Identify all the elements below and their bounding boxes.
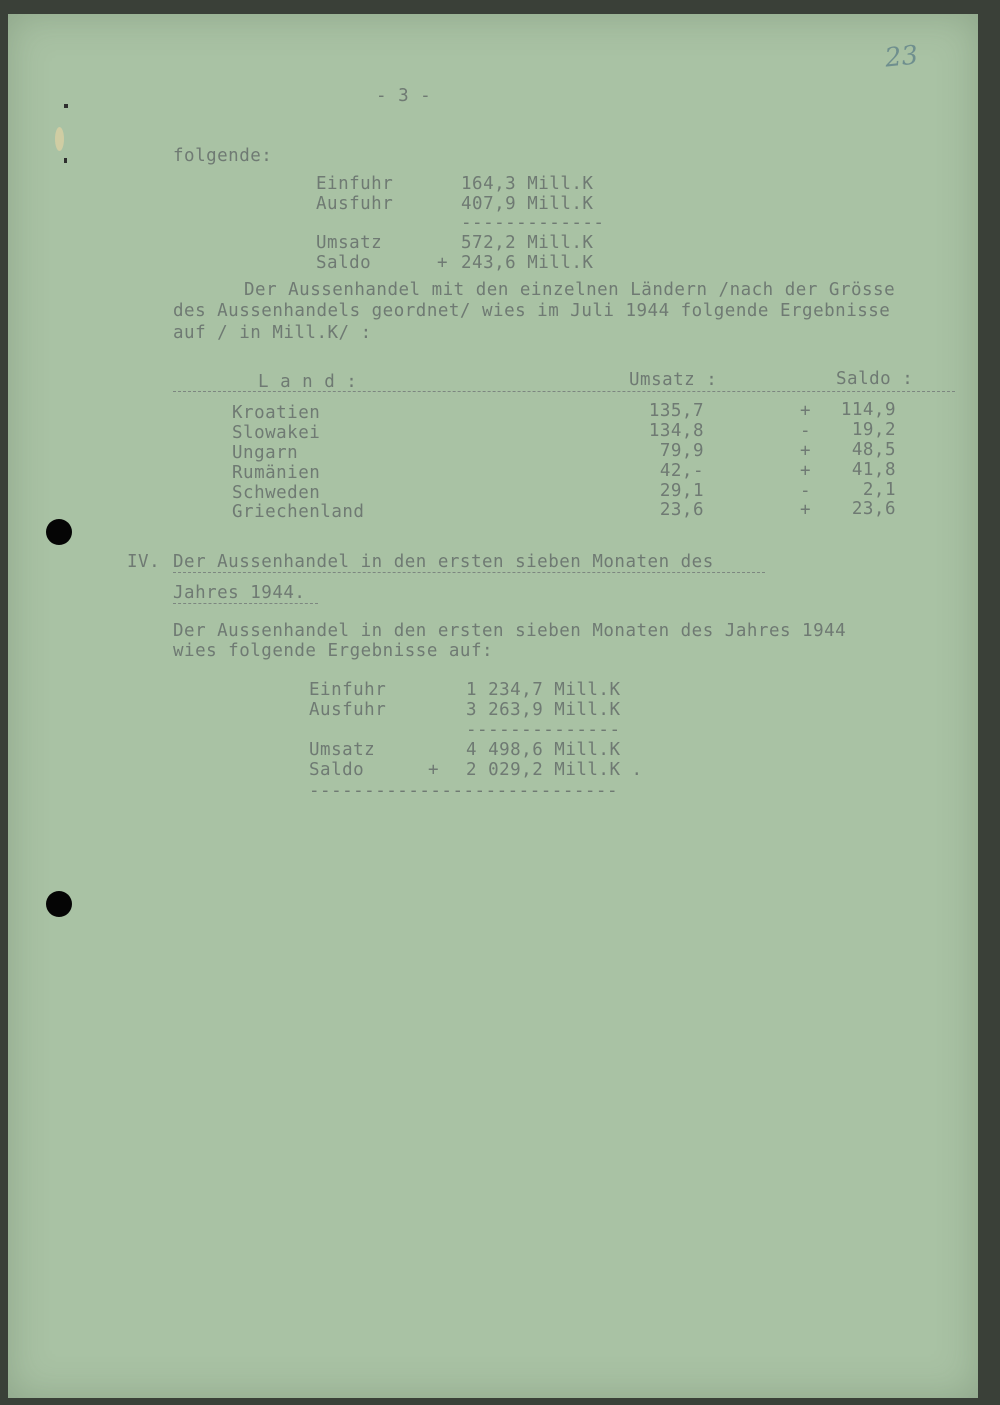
cell-saldo: 41,8 — [851, 460, 896, 480]
section-heading: Jahres 1944. — [173, 583, 306, 603]
summary-value: 4 498,6 Mill.K — [466, 740, 621, 760]
cell-land: Schweden — [232, 483, 321, 503]
cell-sign: + — [800, 401, 812, 421]
cell-land: Rumänien — [232, 463, 321, 483]
cell-sign: + — [800, 461, 812, 481]
handwritten-page-number: 23 — [883, 40, 920, 74]
punch-hole-upper — [46, 519, 72, 545]
summary-label: Ausfuhr — [316, 194, 394, 214]
section-heading: Der Aussenhandel in den ersten sieben Monaten des — [173, 552, 714, 572]
summary-label: Ausfuhr — [309, 700, 387, 720]
summary-value: 407,9 Mill.K — [461, 194, 594, 214]
heading-underline — [173, 603, 318, 604]
summary-value: 2 029,2 Mill.K . — [466, 760, 643, 780]
paragraph-line: wies folgende Ergebnisse auf: — [173, 641, 494, 661]
summary-label: Saldo — [309, 760, 365, 780]
intro-lead: folgende: — [173, 146, 273, 166]
cell-saldo: 114,9 — [840, 400, 896, 420]
heading-underline — [173, 572, 765, 573]
table-header-land: L a n d : — [258, 372, 358, 392]
punch-hole-lower — [46, 891, 72, 917]
page-marker: - 3 - — [376, 86, 432, 106]
summary-sign: + — [437, 253, 449, 273]
ink-mark — [64, 104, 68, 108]
cell-land: Ungarn — [232, 443, 299, 463]
summary-final-separator: ---------------------------- — [309, 781, 619, 801]
summary-value: 164,3 Mill.K — [461, 174, 594, 194]
summary-label: Einfuhr — [309, 680, 387, 700]
table-header-rule — [173, 391, 955, 392]
cell-saldo: 2,1 — [862, 480, 896, 500]
ink-mark — [64, 158, 67, 163]
paragraph-line: Der Aussenhandel mit den einzelnen Ländern /nach der Grösse — [244, 280, 896, 300]
cell-sign: - — [800, 481, 812, 501]
paragraph-line: Der Aussenhandel in den ersten sieben Monaten des Jahres 1944 — [173, 621, 847, 641]
cell-sign: + — [800, 441, 812, 461]
cell-land: Kroatien — [232, 403, 321, 423]
section-numeral: IV. — [127, 552, 161, 572]
summary-separator: ------------- — [461, 213, 605, 233]
cell-sign: - — [800, 421, 812, 441]
summary-sign: + — [428, 760, 440, 780]
paragraph-line: des Aussenhandels geordnet/ wies im Juli 1944 folgende Ergebnisse — [173, 301, 891, 321]
summary-value: 1 234,7 Mill.K — [466, 680, 621, 700]
summary-value: 3 263,9 Mill.K — [466, 700, 621, 720]
summary-label: Umsatz — [309, 740, 376, 760]
cell-umsatz: 79,9 — [659, 441, 704, 461]
cell-umsatz: 42,- — [659, 461, 704, 481]
cell-sign: + — [800, 500, 812, 520]
summary-separator: -------------- — [466, 720, 621, 740]
summary-value: 572,2 Mill.K — [461, 233, 594, 253]
summary-label: Einfuhr — [316, 174, 394, 194]
summary-label: Umsatz — [316, 233, 383, 253]
cell-saldo: 48,5 — [851, 440, 896, 460]
summary-label: Saldo — [316, 253, 372, 273]
cell-umsatz: 134,8 — [648, 421, 704, 441]
cell-land: Slowakei — [232, 423, 321, 443]
summary-value: 243,6 Mill.K — [461, 253, 594, 273]
cell-saldo: 19,2 — [851, 420, 896, 440]
cell-umsatz: 23,6 — [659, 500, 704, 520]
paragraph-line: auf / in Mill.K/ : — [173, 323, 372, 343]
table-header-umsatz: Umsatz : — [629, 370, 718, 390]
cell-land: Griechenland — [232, 502, 365, 522]
cell-umsatz: 135,7 — [648, 401, 704, 421]
paper-stain — [55, 127, 64, 151]
cell-saldo: 23,6 — [851, 499, 896, 519]
table-header-saldo: Saldo : — [836, 369, 914, 389]
cell-umsatz: 29,1 — [659, 481, 704, 501]
